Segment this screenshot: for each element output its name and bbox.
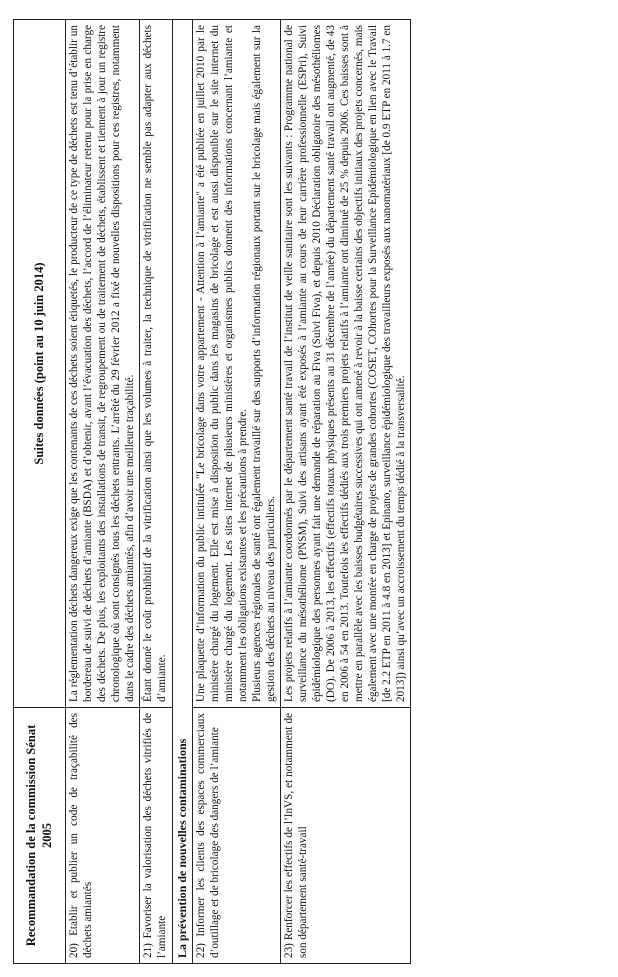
follow-up-paragraph: Les projets relatifs à l’amiante coordonnés par le département santé travail de l’institut de veille sanitaire sont les suivants : Programme national de surveillance du mésothéliome (PNSM), Suivi des artisans ayant été exposés à l’amiante au cours de leur carrière professionnelle (ESPri), Suivi épidémiologique des personnes ayant fait une demande de réparation au Fiva (Suivi Fiva), et depuis 2010 Déclaration obligatoire des mésothéliomes (DO). De 2006 à 2013, les effectifs (effectifs totaux physiques présents au 31 décembre de l’année) du département santé travail ont augmenté, de 43 en 2006 à 54 en 2013. Toutefois les effectifs dédiés aux trois premiers projets relatifs à l’amiante ont diminué de 25 % depuis 2006. Ces baisses sont à mettre en parallèle avec les baisses budgétaires successives qui ont amené à revoir à la baisse certains des objectifs initiaux des projets concernés, mais également avec une montée en charge de projets de grandes cohortes (COSET, COhortes pour la Surveillance Epidémiologique en lien avec le Travail [de 2.2 ETP en 2011 à 4.8 en 2013] et Epinano, surveillance épidémiologique des travailleurs exposés aux nanomatériaux [de 0.9 ETP en 2011 à 1.7 en 2013]) ainsi qu’avec un accroissement du temps dédié à la transversalité. (283, 25, 407, 702)
table-row (66, 20, 140, 964)
header-recommendation: Recommandation de la commission Sénat 2005 (14, 708, 66, 964)
recommendation-cell: 22) Informer les clients des espaces commerciaux d’outillage et de bricolage des dangers de l’amiante (193, 708, 281, 964)
table-row (193, 20, 281, 964)
follow-up-paragraph: Une plaquette d’information du public intitulée "Le bricolage dans votre appartement - Attention à l’amiante" a été publiée en juillet 2010 par le ministère chargé du logement. Elle est mise à disposition du public dans les magasins de bricolage et est aussi disponible sur le site internet du ministère chargé du logement. Les sites internet de plusieurs ministères et organismes publics donnent des informations concernant l’amiante et notamment les obligations existantes et les précautions à prendre. (195, 25, 249, 702)
follow-up-cell (140, 20, 173, 708)
header-row (14, 20, 66, 964)
table-row (281, 20, 411, 964)
follow-up-paragraph: Plusieurs agences régionales de santé ont également travaillé sur des supports d’information régionaux portant sur le bricolage mais également sur la gestion des déchets au niveau des particuliers. (250, 25, 277, 702)
follow-up-cell (193, 20, 281, 708)
section-row (173, 20, 193, 964)
follow-up-cell (66, 20, 140, 708)
follow-up-paragraph: La réglementation déchets dangereux exige que les contenants de ces déchets soient étiquetés, le producteur de ce type de déchets est tenu d’établir un bordereau de suivi de déchets d’amiante (BSDA) et d’obtenir, avant l’évacuation des déchets, l’accord de l’éliminateur retenu pour la prise en charge des déchets. De plus, les exploitants des installations de transit, de regroupement ou de traitement de déchets, établissent et tiennent à jour un registre chronologique où sont consignés tous les déchets entrants. L’arrêté du 29 février 2012 a fixé de nouvelles dispositions pour ces registres, notamment dans le cadre des déchets amiantés, afin d’avoir une meilleure traçabilité. (68, 25, 136, 702)
table-row (140, 20, 173, 964)
header-follow-up: Suites données (point au 10 juin 2014) (14, 20, 66, 708)
recommendation-cell: 21) Favoriser la valorisation des déchets vitrifiés de l’amiante (140, 708, 173, 964)
recommendation-cell: 23) Renforcer les effectifs de l’InVS, et notamment de son département santé-travail (281, 708, 411, 964)
section-title: La prévention de nouvelles contaminations (173, 20, 193, 964)
recommendations-table (13, 19, 411, 964)
follow-up-cell (281, 20, 411, 708)
follow-up-paragraph: Étant donné le coût prohibitif de la vitrification ainsi que les volumes à traiter, la technique de vitrification ne semble pas adapter aux déchets d’amiante. (142, 25, 169, 702)
recommendation-cell: 20) Etablir et publier un code de traçabilité des déchets amiantés (66, 708, 140, 964)
